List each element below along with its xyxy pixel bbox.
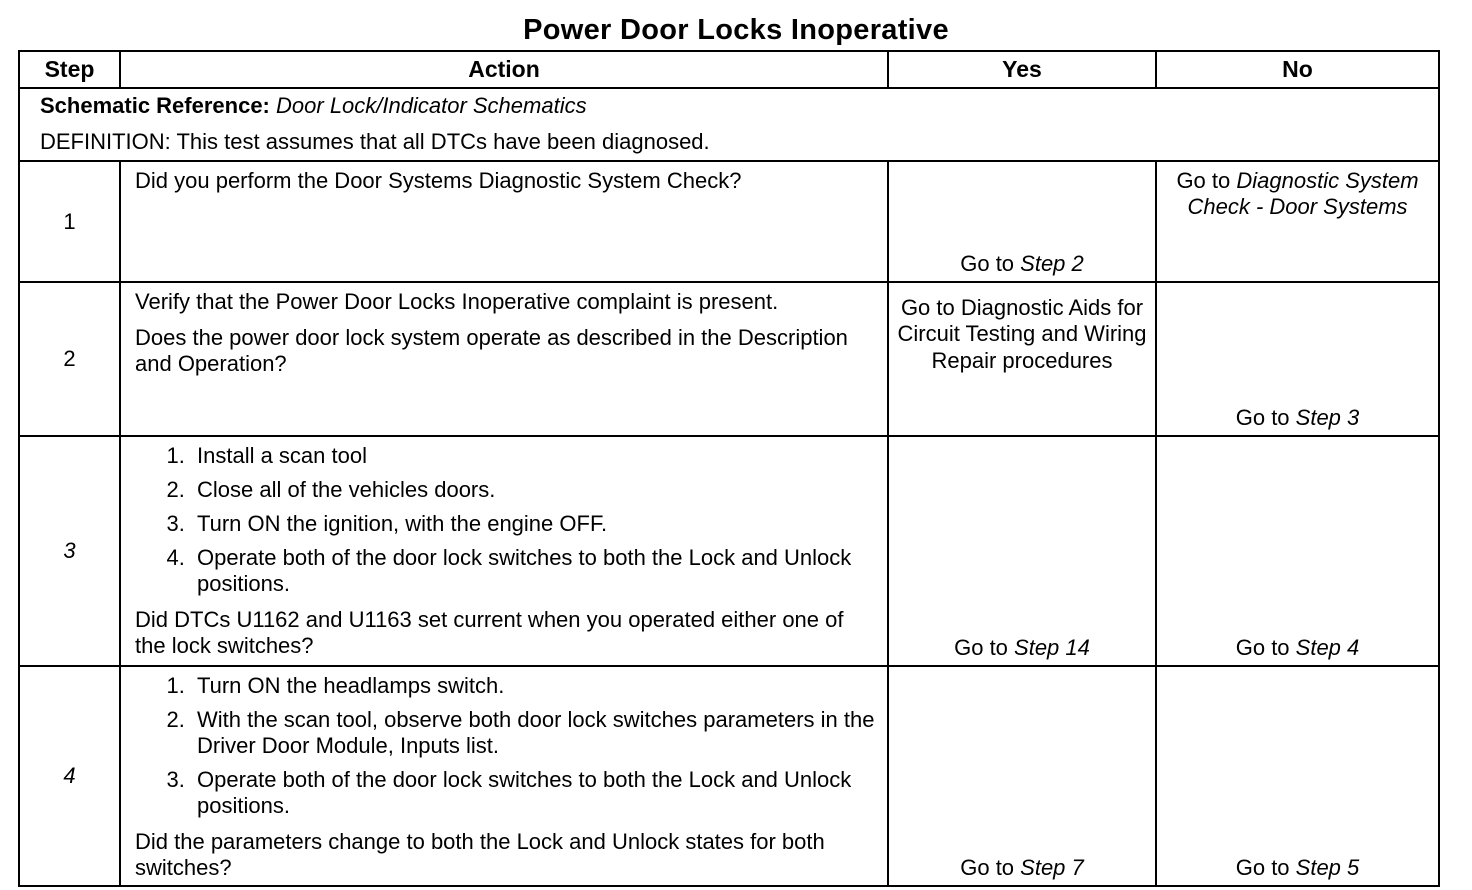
header-row [19,51,1439,88]
yes-prefix: Go to [960,855,1021,881]
step-number: 1 [19,161,120,282]
no-step-link[interactable]: Step 3 [1295,405,1360,431]
no-step-link[interactable]: Diagnostic System Check - Door Systems [1187,168,1419,219]
step-number: 2 [19,282,120,436]
table-row [19,282,1439,436]
schematic-reference-label: Schematic Reference: [40,93,270,118]
no-cell[interactable] [1156,161,1439,282]
table-row [19,161,1439,282]
yes-cell[interactable] [888,282,1156,436]
schematic-reference-link[interactable]: Door Lock/Indicator Schematics [276,93,587,118]
yes-cell[interactable] [888,161,1156,282]
no-cell[interactable] [1156,282,1439,436]
diagnostic-table [18,50,1440,887]
table-row [19,666,1439,886]
action-text: Verify that the Power Door Locks Inoperative complaint is present. [135,289,779,314]
action-question: Does the power door lock system operate as described in the Description and Operation? [135,324,848,376]
action-cell [120,161,888,282]
no-cell[interactable] [1156,436,1439,666]
header-step: Step [19,51,120,88]
header-action: Action [120,51,888,88]
list-item: 3. Operate both of the door lock switches to both the Lock and Unlock positions. [191,767,877,819]
action-list [135,673,877,819]
step-number: 3 [19,436,120,666]
header-no: No [1156,51,1439,88]
yes-step-link[interactable]: Step 7 [1020,855,1084,881]
yes-text: Go to Diagnostic Aids for Circuit Testing and Wiring Repair procedures [897,295,1147,373]
reference-cell [19,88,1439,161]
no-prefix: Go to [1235,405,1296,431]
page-title: Power Door Locks Inoperative [523,14,949,46]
header-yes: Yes [888,51,1156,88]
step-number: 4 [19,666,120,886]
action-cell [120,666,888,886]
list-item: 2. Close all of the vehicles doors. [191,477,877,503]
yes-cell[interactable] [888,666,1156,886]
no-cell[interactable] [1156,666,1439,886]
yes-cell[interactable] [888,436,1156,666]
no-prefix: Go to [1235,855,1296,881]
no-step-link[interactable]: Step 5 [1295,855,1360,881]
yes-step-link[interactable]: Step 2 [1020,251,1084,277]
action-question: Did the parameters change to both the Lock and Unlock states for both switches? [135,828,825,880]
no-step-link[interactable]: Step 4 [1295,635,1360,661]
action-cell [120,436,888,666]
list-item: 1. Turn ON the headlamps switch. [191,673,877,699]
definition-text: DEFINITION: This test assumes that all DTCs have been diagnosed. [40,128,710,154]
yes-prefix: Go to [960,251,1021,277]
list-item: 2. With the scan tool, observe both door lock switches parameters in the Driver Door Module, Inputs list. [191,707,877,759]
reference-row [19,88,1439,161]
action-list [135,443,877,597]
list-item: 3. Turn ON the ignition, with the engine OFF. [191,511,877,537]
list-item: 1. Install a scan tool [191,443,877,469]
no-prefix: Go to [1176,168,1237,193]
no-prefix: Go to [1235,635,1296,661]
table-row [19,436,1439,666]
action-question: Did you perform the Door Systems Diagnostic System Check? [135,168,742,193]
yes-prefix: Go to [954,635,1015,661]
yes-step-link[interactable]: Step 14 [1014,635,1090,661]
action-cell [120,282,888,436]
action-question: Did DTCs U1162 and U1163 set current when you operated either one of the lock switches? [135,606,844,658]
schematic-reference [40,93,1438,119]
list-item: 4. Operate both of the door lock switches to both the Lock and Unlock positions. [191,545,877,597]
